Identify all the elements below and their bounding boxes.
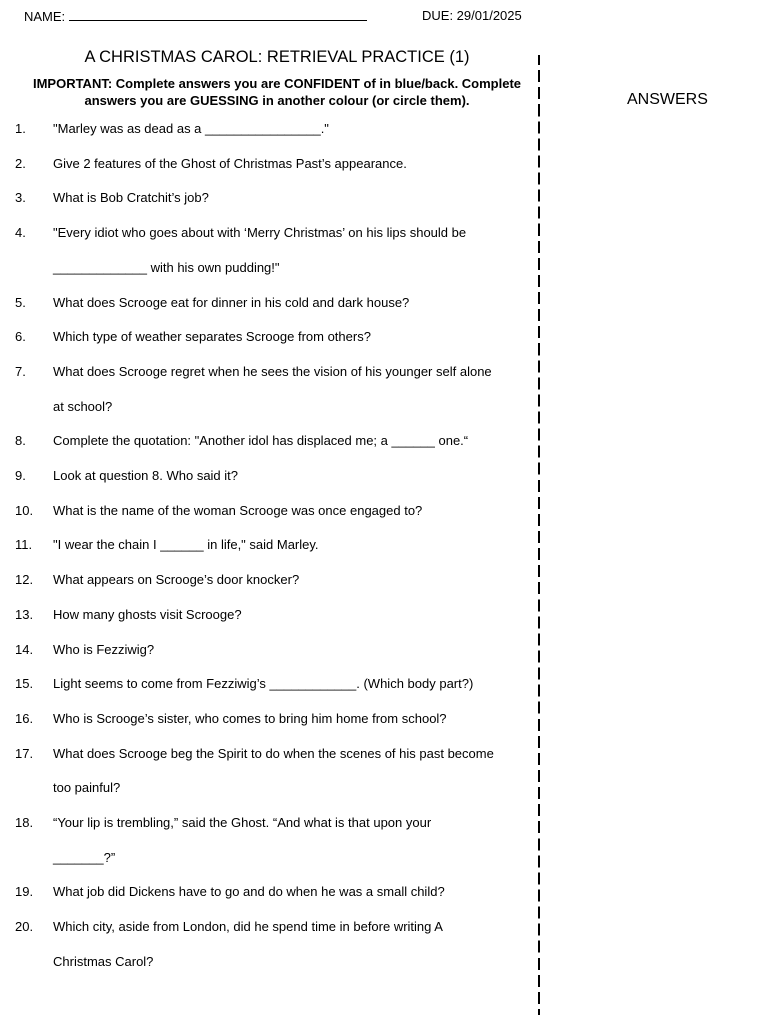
question-text: What is the name of the woman Scrooge was once engaged to? (53, 502, 423, 518)
question-number: 10. (15, 502, 34, 518)
question-text: at school? (53, 398, 113, 414)
question-number: 9. (15, 468, 26, 483)
question-text: Who is Fezziwig? (53, 641, 155, 657)
question-number: 11. (15, 537, 33, 553)
question-number: 6. (15, 329, 26, 345)
question-number: 7. (15, 363, 26, 379)
question-text: Which city, aside from London, did he spend time in before writing A (53, 919, 443, 935)
question-text: "Marley was as dead as a ________________." (53, 121, 329, 136)
question-number: 17. (15, 745, 34, 761)
name-field[interactable] (24, 8, 367, 24)
instructions (20, 75, 534, 109)
question-text: Christmas Carol? (53, 953, 154, 969)
instructions-line: answers you are GUESSING in another colour (or circle them). (84, 93, 470, 108)
question-number: 18. (15, 815, 34, 830)
worksheet-title: A CHRISTMAS CAROL: RETRIEVAL PRACTICE (1) (84, 48, 470, 66)
question-text: What job did Dickens have to go and do when he was a small child? (53, 884, 445, 900)
question-text: _______?” (53, 849, 116, 865)
question-number: 1. (15, 121, 26, 136)
question-text: Complete the quotation: "Another idol has displaced me; a ______ one.“ (53, 433, 469, 449)
name-underline[interactable] (69, 8, 367, 21)
column-divider (538, 55, 540, 1015)
question-text: What does Scrooge beg the Spirit to do when the scenes of his past become (53, 745, 494, 761)
question-number: 12. (15, 572, 34, 588)
question-text: _____________ with his own pudding!" (53, 259, 280, 275)
question-text: Who is Scrooge’s sister, who comes to bring him home from school? (53, 710, 447, 726)
question-text: What does Scrooge regret when he sees the vision of his younger self alone (53, 363, 492, 379)
question-number: 13. (15, 606, 34, 622)
question-text: Look at question 8. Who said it? (53, 468, 239, 483)
question-text: "I wear the chain I ______ in life," said Marley. (53, 537, 319, 553)
question-number: 3. (15, 190, 26, 206)
question-text: What does Scrooge eat for dinner in his cold and dark house? (53, 294, 410, 310)
question-number: 5. (15, 294, 26, 310)
question-number: 15. (15, 676, 34, 692)
question-text: "Every idiot who goes about with ‘Merry Christmas’ on his lips should be (53, 225, 467, 241)
due-date: DUE: 29/01/2025 (422, 8, 522, 23)
instructions-line: IMPORTANT: Complete answers you are CONFIDENT of in blue/back. Complete (32, 76, 522, 91)
question-text: Light seems to come from Fezziwig’s ____________. (Which body part?) (53, 676, 474, 692)
question-number: 8. (15, 433, 26, 449)
question-text: “Your lip is trembling,” said the Ghost. “And what is that upon your (53, 815, 432, 830)
question-text: Give 2 features of the Ghost of Christmas Past’s appearance. (53, 155, 407, 171)
question-text: How many ghosts visit Scrooge? (53, 606, 242, 622)
question-number: 2. (15, 155, 26, 171)
question-number: 19. (15, 884, 34, 900)
question-text: too painful? (53, 780, 121, 796)
question-number: 14. (15, 641, 34, 657)
question-number: 4. (15, 225, 26, 241)
question-text: What appears on Scrooge’s door knocker? (53, 572, 300, 588)
question-text: Which type of weather separates Scrooge from others? (53, 329, 371, 345)
answers-heading: ANSWERS (627, 91, 708, 108)
name-label: NAME: (24, 9, 66, 24)
question-number: 16. (15, 710, 34, 726)
question-text: What is Bob Cratchit’s job? (53, 190, 209, 206)
question-number: 20. (15, 919, 34, 935)
